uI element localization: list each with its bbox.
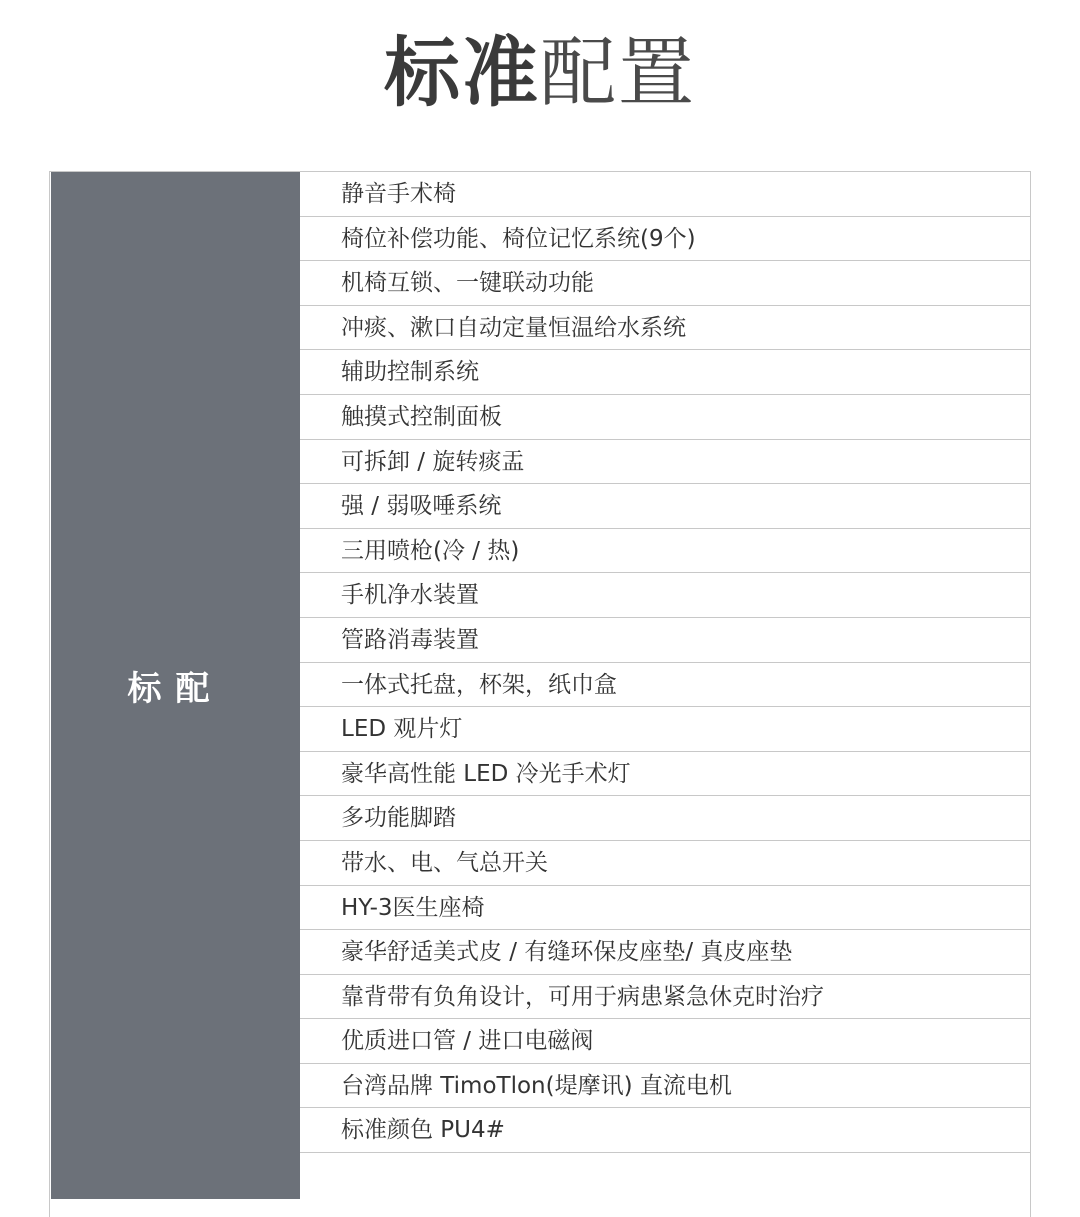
list-item: 豪华舒适美式皮 / 有缝环保皮座垫/ 真皮座垫 bbox=[300, 930, 1031, 975]
list-item: 机椅互锁、一键联动功能 bbox=[300, 261, 1031, 306]
list-item: 冲痰、漱口自动定量恒温给水系统 bbox=[300, 306, 1031, 351]
list-item: 一体式托盘，杯架，纸巾盒 bbox=[300, 663, 1031, 708]
category-cell: 标配 bbox=[51, 172, 300, 1199]
list-item: 静音手术椅 bbox=[300, 172, 1031, 217]
list-item: 强 / 弱吸唾系统 bbox=[300, 484, 1031, 529]
page-title bbox=[0, 28, 1080, 118]
list-item: HY-3医生座椅 bbox=[300, 886, 1031, 931]
list-item: 三用喷枪(冷 / 热) bbox=[300, 529, 1031, 574]
title-bold-part: 标准 bbox=[384, 28, 540, 117]
list-item: 豪华高性能 LED 冷光手术灯 bbox=[300, 752, 1031, 797]
list-item: 管路消毒装置 bbox=[300, 618, 1031, 663]
list-item: 带水、电、气总开关 bbox=[300, 841, 1031, 886]
list-item: 多功能脚踏 bbox=[300, 796, 1031, 841]
list-item: LED 观片灯 bbox=[300, 707, 1031, 752]
spec-table bbox=[49, 171, 1031, 1217]
list-item: 靠背带有负角设计，可用于病患紧急休克时治疗 bbox=[300, 975, 1031, 1020]
list-item: 椅位补偿功能、椅位记忆系统(9个) bbox=[300, 217, 1031, 262]
list-item: 辅助控制系统 bbox=[300, 350, 1031, 395]
list-item: 优质进口管 / 进口电磁阀 bbox=[300, 1019, 1031, 1064]
list-item: 触摸式控制面板 bbox=[300, 395, 1031, 440]
list-item: 标准颜色 PU4# bbox=[300, 1108, 1031, 1153]
item-list bbox=[300, 172, 1031, 1153]
list-item: 可拆卸 / 旋转痰盂 bbox=[300, 440, 1031, 485]
list-item: 手机净水装置 bbox=[300, 573, 1031, 618]
list-item: 台湾品牌 TimoTlon(堤摩讯) 直流电机 bbox=[300, 1064, 1031, 1109]
title-light-part: 配置 bbox=[540, 28, 696, 117]
